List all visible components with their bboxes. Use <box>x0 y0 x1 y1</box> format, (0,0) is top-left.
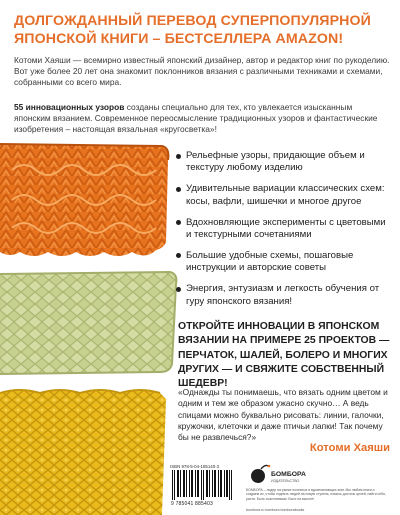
publisher-subtitle: ИЗДАТЕЛЬСТВО <box>271 479 300 483</box>
patterns-highlight: 55 инновационных узоров <box>14 102 125 112</box>
barcode-icon <box>171 470 233 500</box>
green-knit-swatch <box>0 268 180 380</box>
headline: ДОЛГОЖДАННЫЙ ПЕРЕВОД СУПЕРПОПУЛЯРНОЙ ЯПОНСКОЙ КНИГИ – БЕСТСЕЛЛЕРА AMAZON! <box>14 13 371 47</box>
callout-text: ОТКРОЙТЕ ИННОВАЦИИ В ЯПОНСКОМ ВЯЗАНИИ НА ПРИМЕРЕ 25 ПРОЕКТОВ — ПЕРЧАТОК, ШАЛЕЙ, БОЛЕРО И МНОГИХ ДРУГИХ — И СВЯЖИТЕ СОБСТВЕННЫЙ ШЕДЕВР! <box>178 321 390 390</box>
author-name: Котоми Хаяши <box>309 442 390 454</box>
bullet-icon <box>176 253 181 258</box>
barcode-number: 9 785041 885403 <box>171 501 213 507</box>
orange-knit-swatch <box>0 140 172 262</box>
feature-item: Рельефные узоры, придающие объем и текстуру любому изделию <box>176 150 390 175</box>
author-quote: «Однажды ты понимаешь, что вязать одним цветом и одним и тем же образом ужасно скучно… А ведь спицами можно буквально рисовать: линии, галочки, кружочки, клеточки и даже птичьи лапки! Так почему бы не развлечься?» <box>178 387 388 443</box>
publisher-social-links: bombora.ru bombora bomborabooks <box>246 508 305 512</box>
patterns-paragraph <box>14 102 390 136</box>
feature-item: Большие удобные схемы, пошаговые инструкции и авторские советы <box>176 250 390 275</box>
feature-item: Энергия, энтузиазм и легкость обучения от гуру японского вязания! <box>176 283 390 308</box>
intro-paragraph: Котоми Хаяши — всемирно известный японский дизайнер, автор и редактор книг по рукоделию. Вот уже более 20 лет она знакомит поклонников вязания с различными техниками и схемами, собранными со всего мира. <box>14 55 390 88</box>
yellow-knit-swatch <box>0 385 172 515</box>
isbn: ISBN 978-5-04-185140-3 <box>170 464 220 469</box>
patterns-text: созданы специально для тех, кто увлекается изысканным японским вязанием. Современное переосмысление традиционных узоров и фантастические изобретения – настоящая вязальная «кругосветка»! <box>14 102 378 135</box>
bullet-icon <box>176 287 181 292</box>
feature-item: Удивительные вариации классических схем: косы, вафли, шишечки и многое другое <box>176 183 390 208</box>
publisher-fine-print: БОМБОРА – лидер на рынке полезных и вдохновляющих книг. Мы любим книги и создаем их, чтобы поднять людей на новую ступень, помочь достичь целей, найти себя, расти. Быть счастливыми. Быть на высоте! <box>246 488 386 501</box>
feature-item: Вдохновляющие эксперименты с цветовыми и текстурными сочетаниями <box>176 217 390 242</box>
publisher-name: БОМБОРА <box>271 471 306 478</box>
bullet-icon <box>176 187 181 192</box>
features-list <box>176 150 390 317</box>
bullet-icon <box>176 154 181 159</box>
bullet-icon <box>176 220 181 225</box>
